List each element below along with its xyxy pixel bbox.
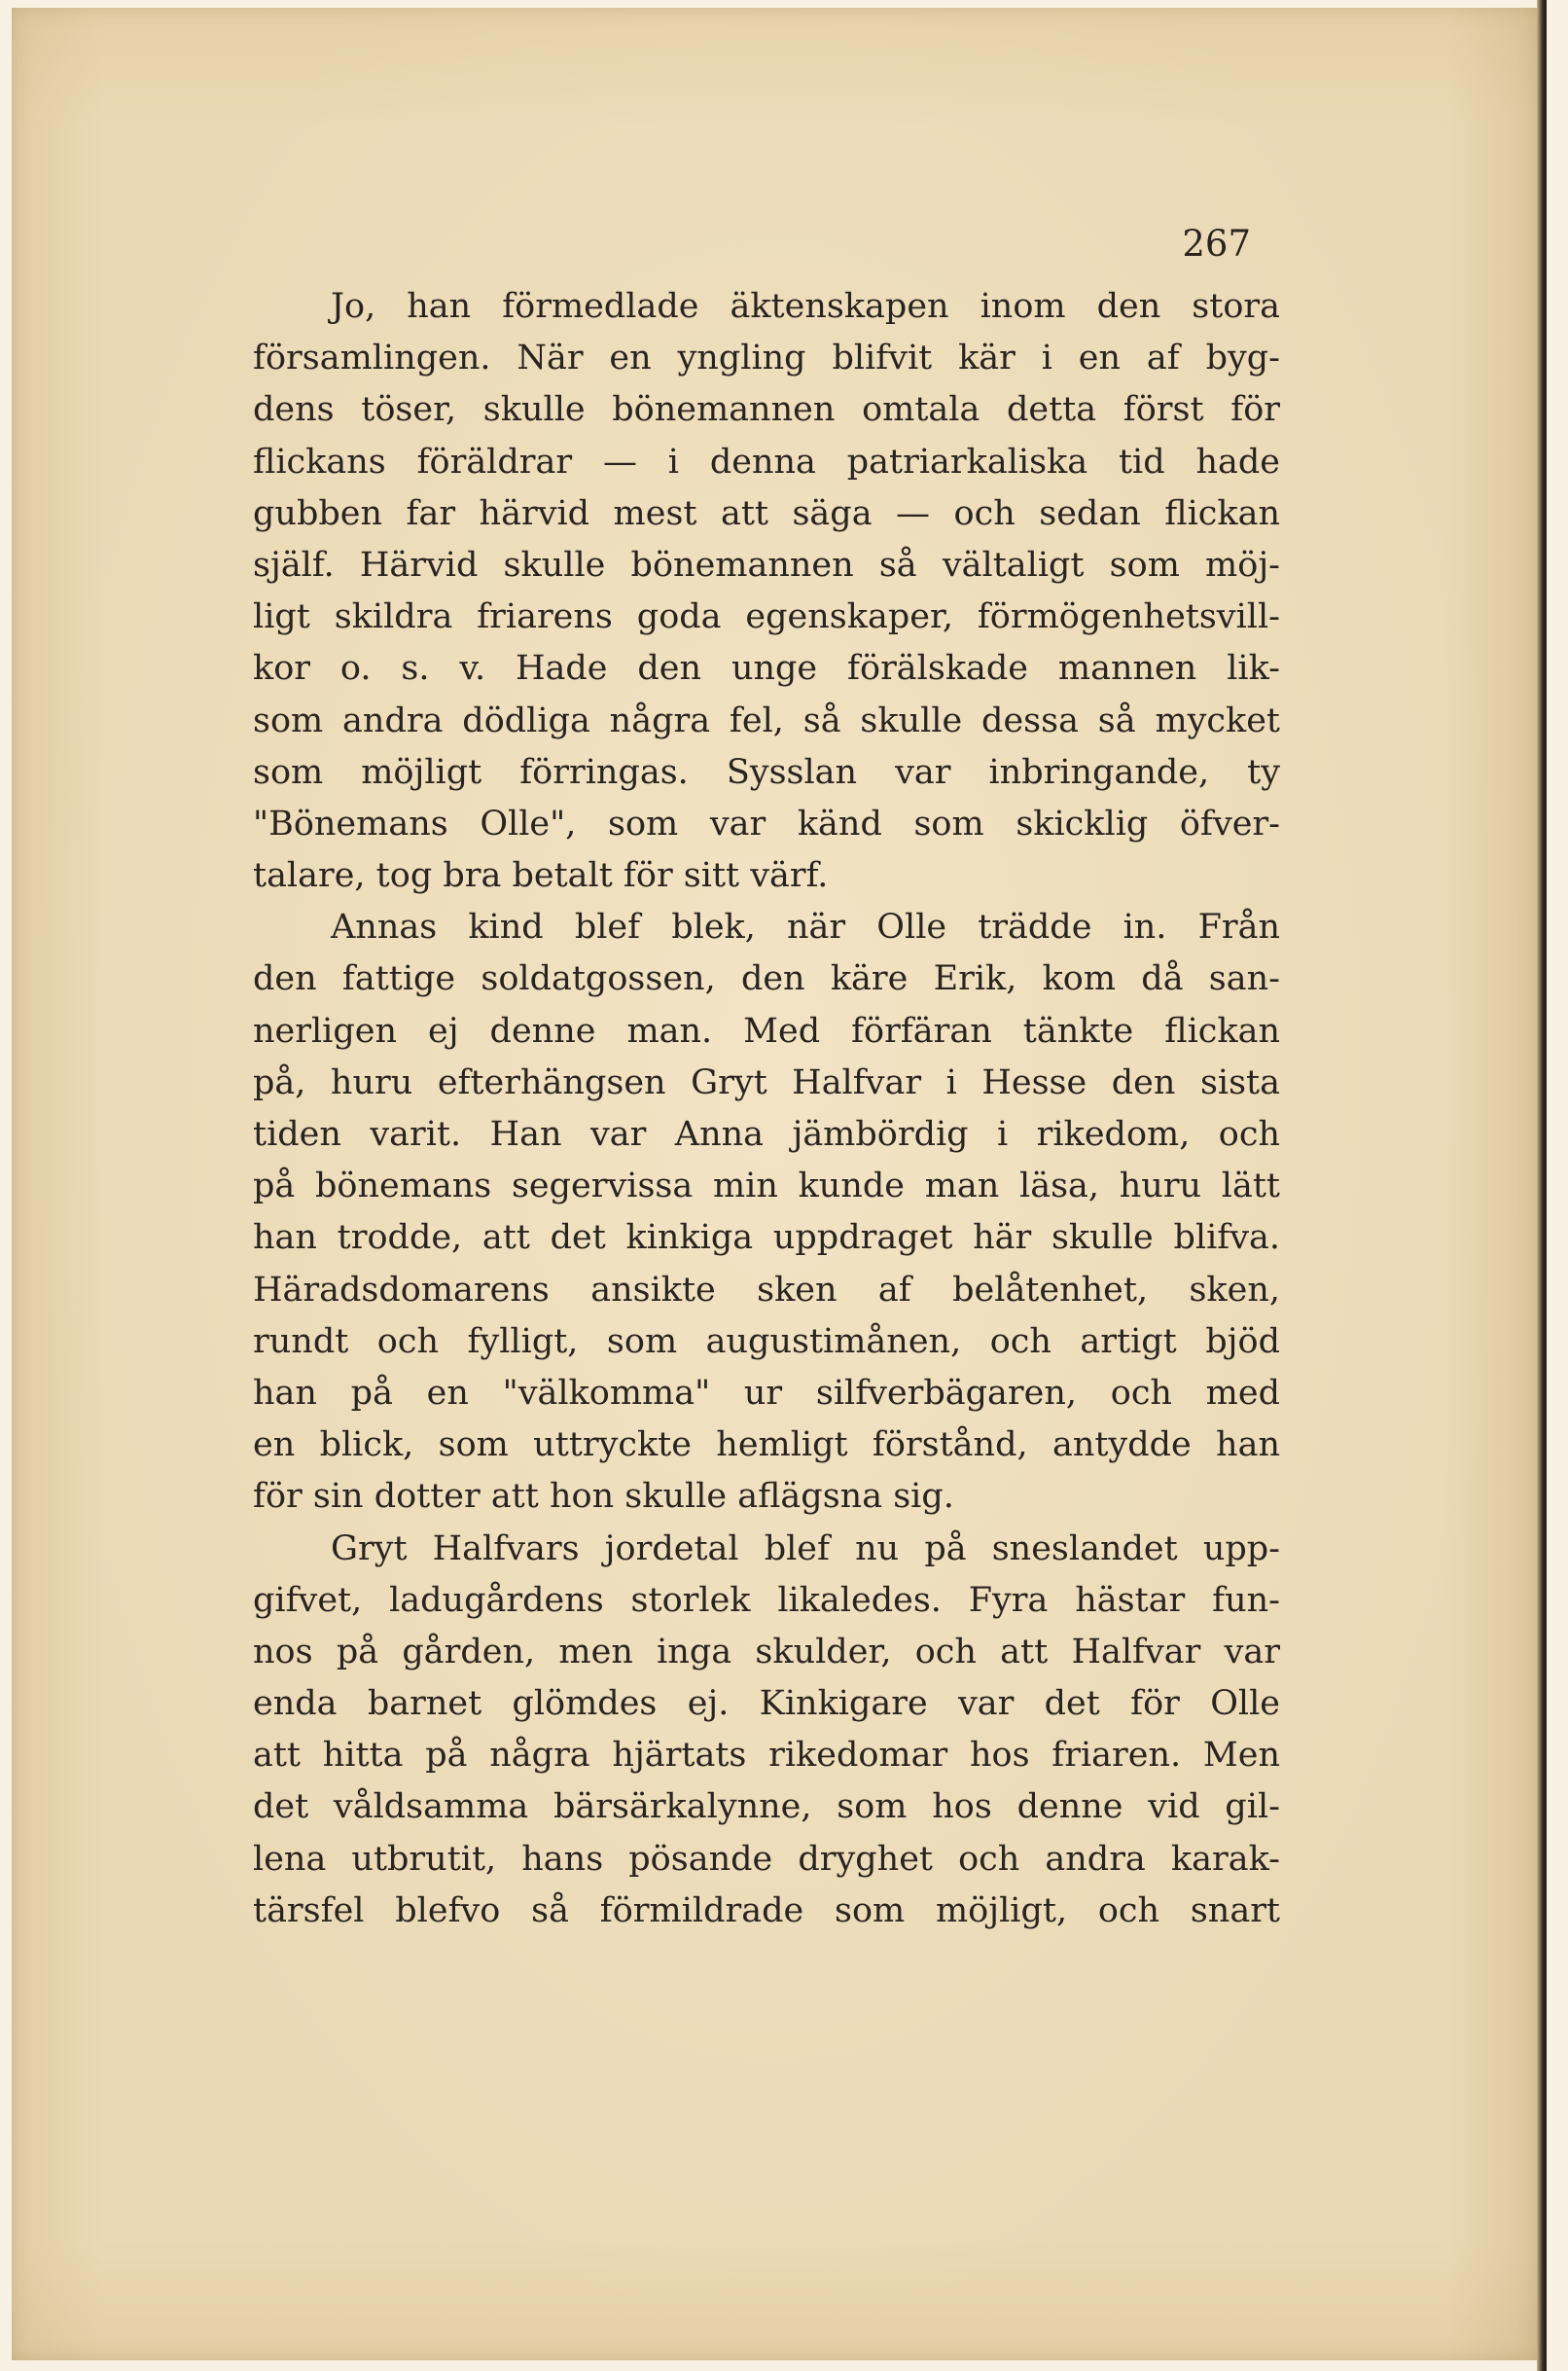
page-edge bbox=[1537, 0, 1547, 2371]
text-line: på, huru efterhängsen Gryt Halfvar i Hesse den sista bbox=[253, 1062, 1280, 1102]
text-line: tärsfel blefvo så förmildrade som möjligt, och snart bbox=[253, 1890, 1280, 1930]
text-line: ligt skildra friarens goda egenskaper, förmögenhetsvill- bbox=[253, 597, 1280, 637]
text-line: en blick, som uttryckte hemligt förstånd, antydde han bbox=[253, 1425, 1280, 1465]
text-line: han på en "välkomma" ur silfverbägaren, och med bbox=[253, 1373, 1280, 1413]
text-line: för sin dotter att hon skulle aflägsna sig. bbox=[253, 1477, 954, 1517]
text-line: dens töser, skulle bönemannen omtala detta först för bbox=[253, 390, 1280, 430]
text-line: lena utbrutit, hans pösande dryghet och andra karak- bbox=[253, 1839, 1280, 1879]
text-line: Häradsdomarens ansikte sken af belåtenhet, sken, bbox=[253, 1270, 1280, 1310]
text-line: tiden varit. Han var Anna jämbördig i rikedom, och bbox=[253, 1115, 1280, 1154]
text-line: gubben far härvid mest att säga — och sedan flickan bbox=[253, 493, 1280, 533]
page-number: 267 bbox=[1182, 223, 1251, 265]
text-line: "Bönemans Olle", som var känd som skicklig öfver- bbox=[253, 804, 1280, 844]
text-line: nerligen ej denne man. Med förfäran tänkte flickan bbox=[253, 1011, 1280, 1051]
text-line: gifvet, ladugårdens storlek likaledes. Fyra hästar fun- bbox=[253, 1580, 1280, 1620]
text-line: som andra dödliga några fel, så skulle dessa så mycket bbox=[253, 701, 1280, 740]
body-text bbox=[253, 281, 1280, 1937]
text-line: flickans föräldrar — i denna patriarkaliska tid hade bbox=[253, 442, 1280, 482]
text-line: församlingen. När en yngling blifvit kär i en af byg- bbox=[253, 339, 1280, 378]
text-line: kor o. s. v. Hade den unge förälskade mannen lik- bbox=[253, 649, 1280, 689]
text-line: han trodde, att det kinkiga uppdraget här skulle blifva. bbox=[253, 1218, 1280, 1258]
text-line: på bönemans segervissa min kunde man läsa, huru lätt bbox=[253, 1167, 1280, 1206]
text-line: som möjligt förringas. Sysslan var inbringande, ty bbox=[253, 752, 1280, 792]
text-line: enda barnet glömdes ej. Kinkigare var det för Olle bbox=[253, 1684, 1280, 1724]
book-page bbox=[12, 8, 1537, 2360]
text-line: Jo, han förmedlade äktenskapen inom den stora bbox=[331, 287, 1280, 326]
text-line: Annas kind blef blek, när Olle trädde in. Från bbox=[331, 908, 1280, 948]
text-line: Gryt Halfvars jordetal blef nu på sneslandet upp- bbox=[331, 1528, 1280, 1568]
text-line: talare, tog bra betalt för sitt värf. bbox=[253, 856, 829, 896]
text-line: att hitta på några hjärtats rikedomar hos friaren. Men bbox=[253, 1736, 1280, 1776]
text-line: nos på gården, men inga skulder, och att Halfvar var bbox=[253, 1632, 1280, 1671]
text-line: rundt och fylligt, som augustimånen, och artigt bjöd bbox=[253, 1321, 1280, 1361]
text-line: själf. Härvid skulle bönemannen så vältaligt som möj- bbox=[253, 545, 1280, 585]
text-line: det våldsamma bärsärkalynne, som hos denne vid gil- bbox=[253, 1787, 1280, 1827]
text-line: den fattige soldatgossen, den käre Erik, kom då san- bbox=[253, 959, 1280, 999]
